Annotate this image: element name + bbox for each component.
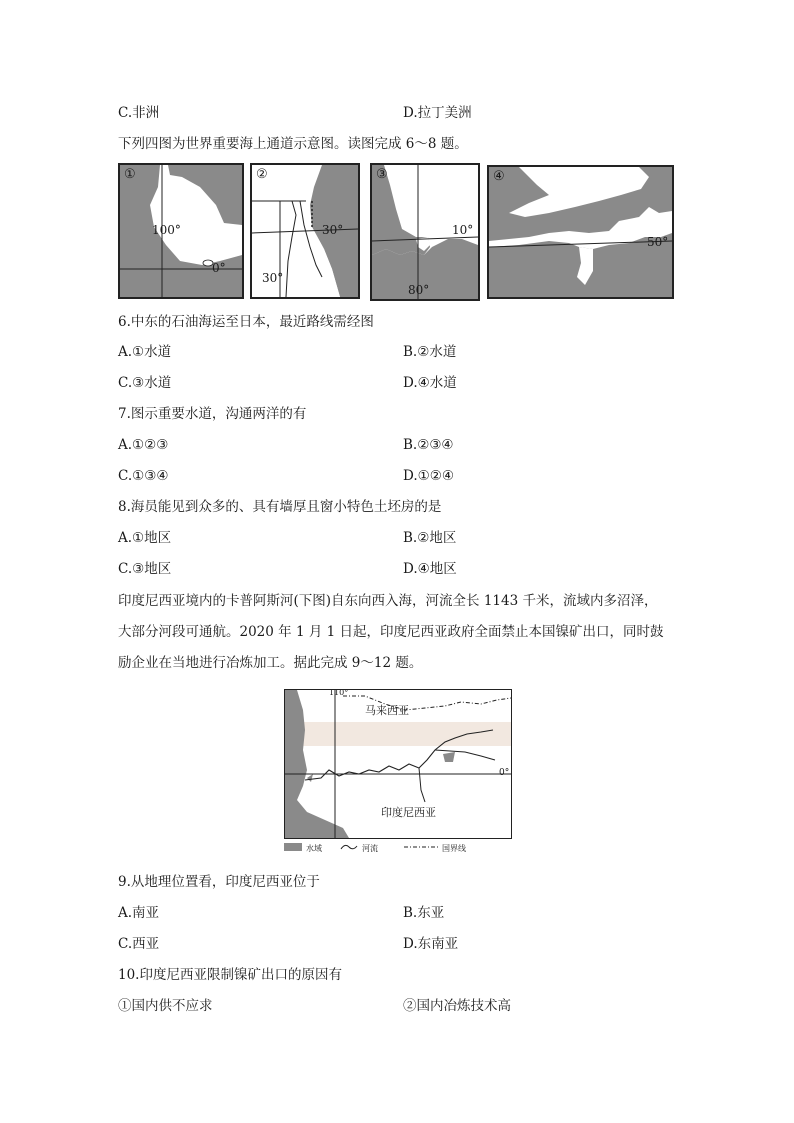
river-map-legend <box>284 841 510 855</box>
q10-stem: 10.印度尼西亚限制镍矿出口的原因有 <box>118 967 342 983</box>
map-1-lat: 0° <box>212 261 226 275</box>
q9-option-a: A.南亚 <box>118 905 160 921</box>
q8-option-c: C.③地区 <box>118 561 172 577</box>
q9-option-b: B.东亚 <box>403 905 445 921</box>
label-indonesia: 印度尼西亚 <box>381 806 436 819</box>
q9-stem: 9.从地理位置看，印度尼西亚位于 <box>118 874 320 890</box>
river-map-lon: 110° <box>329 689 349 697</box>
map-3-lat: 10° <box>452 223 474 237</box>
q8-option-d: D.④地区 <box>403 561 457 577</box>
legend-border-symbol <box>404 844 438 850</box>
intro-paragraph-2-line-1: 印度尼西亚境内的卡普阿斯河(下图)自东向西入海，河流全长 1143 千米，流域内多沼泽， <box>118 593 658 609</box>
q8-option-a: A.①地区 <box>118 530 172 546</box>
map-4-lat: 50° <box>647 235 669 249</box>
q10-option-1: ①国内供不应求 <box>118 998 213 1014</box>
q6-option-d: D.④水道 <box>403 375 457 391</box>
q7-stem: 7.图示重要水道，沟通两洋的有 <box>118 406 307 422</box>
kapuas-river-map <box>284 689 512 839</box>
map-4 <box>487 165 674 299</box>
legend-border: 国界线 <box>442 844 466 853</box>
q5-option-c: C.非洲 <box>118 105 160 121</box>
map-3 <box>370 163 480 301</box>
q6-stem: 6.中东的石油海运至日本，最近路线需经图 <box>118 314 374 330</box>
legend-water-swatch <box>284 843 302 851</box>
map-2 <box>250 163 360 299</box>
q9-option-c: C.西亚 <box>118 936 160 952</box>
map-1 <box>118 163 244 299</box>
q7-option-a: A.①②③ <box>118 437 169 453</box>
river-map-lat: 0° <box>499 768 510 778</box>
q6-option-a: A.①水道 <box>118 344 172 360</box>
q8-stem: 8.海员能见到众多的、具有墙厚且窗小特色土坯房的是 <box>118 499 442 515</box>
q8-option-b: B.②地区 <box>403 530 457 546</box>
map-1-lon: 100° <box>152 223 181 237</box>
map-1-label: ① <box>124 167 136 182</box>
map-3-label: ③ <box>376 167 388 182</box>
q7-option-b: B.②③④ <box>403 437 454 453</box>
map-4-label: ④ <box>493 169 505 184</box>
legend-river-symbol <box>340 842 358 852</box>
q6-option-b: B.②水道 <box>403 344 457 360</box>
q9-option-d: D.东南亚 <box>403 936 459 952</box>
legend-water: 水域 <box>306 844 322 853</box>
q7-option-c: C.①③④ <box>118 468 169 484</box>
label-malaysia: 马来西亚 <box>365 704 409 717</box>
intro-paragraph-2-line-3: 励企业在当地进行冶炼加工。据此完成 9～12 题。 <box>118 655 423 671</box>
q10-option-2: ②国内冶炼技术高 <box>403 998 511 1014</box>
map-2-label: ② <box>256 167 268 182</box>
q7-option-d: D.①②④ <box>403 468 454 484</box>
legend-river: 河流 <box>362 844 378 853</box>
map-2-lat: 30° <box>322 223 344 237</box>
map-3-lon: 80° <box>408 283 430 297</box>
intro-paragraph-2-line-2: 大部分河段可通航。2020 年 1 月 1 日起，印度尼西亚政府全面禁止本国镍矿出口，同时鼓 <box>118 624 664 640</box>
map-2-lon: 30° <box>262 271 284 285</box>
intro-paragraph-1: 下列四图为世界重要海上通道示意图。读图完成 6～8 题。 <box>118 136 468 152</box>
q5-option-d: D.拉丁美洲 <box>403 105 472 121</box>
q6-option-c: C.③水道 <box>118 375 172 391</box>
